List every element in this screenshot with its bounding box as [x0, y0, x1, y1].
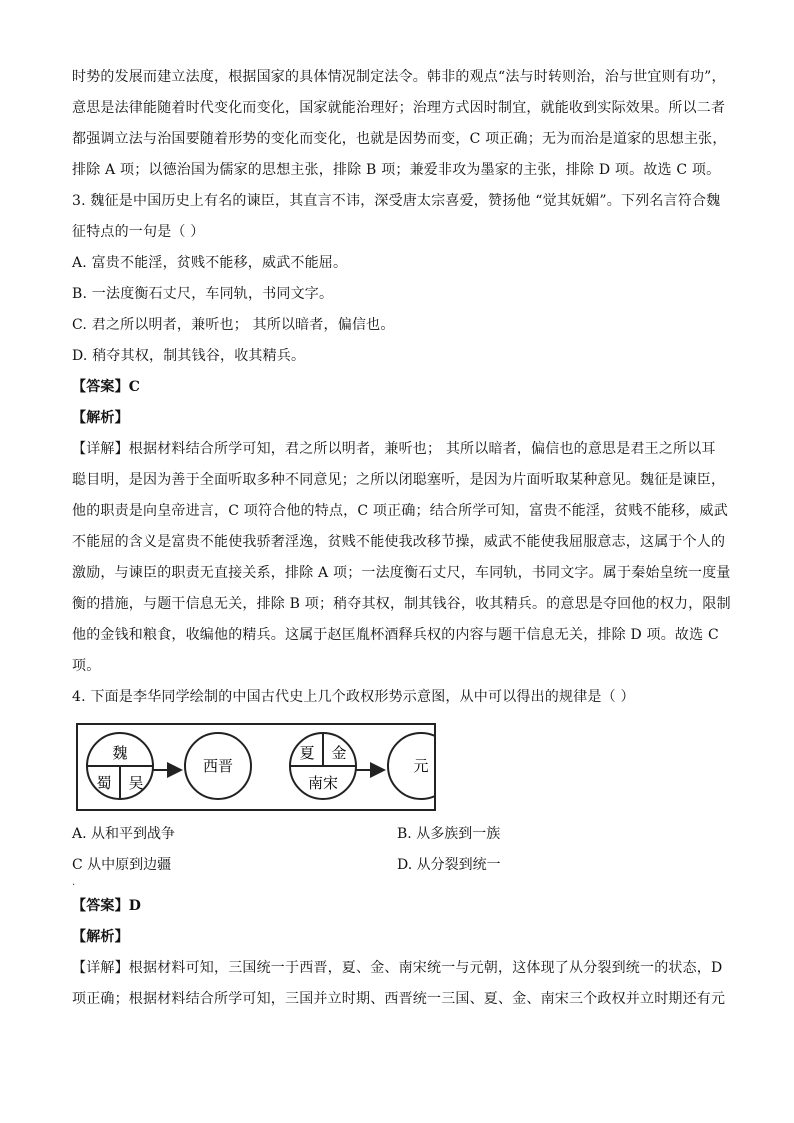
detail-line: 【详解】根据材料可知，三国统一于西晋，夏、金、南宋统一与元朝，这体现了从分裂到统一的状态，D: [72, 960, 723, 976]
detail-line: 衡的措施，与题干信息无关，排除 B 项；稍夺其权，制其钱谷，收其精兵。的意思是夺回他的权力，限制: [72, 596, 731, 612]
text-line: 排除 A 项；以德治国为儒家的思想主张，排除 B 项；兼爱非攻为墨家的主张，排除 D 项。故选 C 项。: [72, 162, 721, 178]
option-a: A. 富贵不能淫，贫贱不能移，威武不能屈。: [72, 255, 348, 271]
option-d: D. 从分裂到统一: [397, 857, 501, 873]
question-4: [72, 682, 732, 1015]
question-3: [72, 186, 732, 682]
options-row: [72, 850, 732, 881]
question-stem: 3. 魏征是中国历史上有名的谏臣，其直言不讳，深受唐太宗喜爱，赞扬他 “觉其妩媚”。下列名言符合魏: [72, 193, 721, 209]
question-stem: 征特点的一句是（ ）: [72, 224, 205, 240]
option-d: D. 稍夺其权，制其钱谷，收其精兵。: [72, 348, 306, 364]
regime-diagram: [76, 723, 436, 811]
label-shu: 蜀: [96, 774, 112, 792]
label-yuan: 元: [413, 757, 429, 775]
options-row: [72, 819, 732, 850]
text-line: 都强调立法与治国要随着形势的变化而变化，也就是因势而变，C 项正确；无为而治是道家的思想主张，: [72, 131, 727, 147]
document-page: [72, 62, 732, 1015]
detail-line: 激励，与谏臣的职责无直接关系，排除 A 项；一法度衡石丈尺，车同轨，书同文字。属于秦始皇统一度量: [72, 565, 731, 581]
answer-label: 【答案】C: [72, 379, 141, 395]
stray-mark: ·: [72, 880, 76, 891]
label-xia: 夏: [299, 744, 315, 762]
option-c: C 从中原到边疆: [72, 857, 172, 873]
detail-line: 【详解】根据材料结合所学可知，君之所以明者，兼听也； 其所以暗者，偏信也的意思是君王之所以耳: [72, 441, 716, 457]
text-line: 时势的发展而建立法度，根据国家的具体情况制定法令。韩非的观点“法与时转则治，治与世宜则有功”，: [72, 69, 726, 85]
text-line: 意思是法律能随着时代变化而变化，国家就能治理好；治理方式因时制宜，就能收到实际效果。所以二者: [72, 100, 726, 116]
detail-line: 他的职责是向皇帝进言，C 项符合他的特点，C 项正确；结合所学可知，富贵不能淫，贫贱不能移，威武: [72, 503, 728, 519]
option-b: B. 一法度衡石丈尺，车同轨，书同文字。: [72, 286, 334, 302]
answer-label: 【答案】D: [72, 898, 142, 914]
analysis-label: 【解析】: [72, 929, 129, 945]
option-a: A. 从和平到战争: [72, 826, 176, 842]
detail-line: 项。: [72, 658, 101, 674]
detail-line: 他的金钱和粮食，收编他的精兵。这属于赵匡胤杯酒释兵权的内容与题干信息无关，排除 D 项。故选 C: [72, 627, 719, 643]
question-stem: 4. 下面是李华同学绘制的中国古代史上几个政权形势示意图，从中可以得出的规律是（ ）: [72, 689, 635, 705]
label-jin: 金: [331, 744, 347, 762]
option-b: B. 从多族到一族: [397, 826, 501, 842]
label-wei: 魏: [112, 744, 128, 762]
detail-line: 不能屈的含义是富贵不能使我骄奢淫逸，贫贱不能使我改移节操，威武不能使我屈服意志，这属于个人的: [72, 534, 726, 550]
analysis-label: 【解析】: [72, 410, 129, 426]
detail-line: 项正确；根据材料结合所学可知，三国并立时期、西晋统一三国、夏、金、南宋三个政权并立时期还有元: [72, 991, 726, 1007]
label-western-jin: 西晋: [202, 757, 234, 775]
regime-diagram-svg: [78, 725, 434, 809]
label-wu: 吴: [128, 774, 144, 792]
option-c: C. 君之所以明者，兼听也； 其所以暗者，偏信也。: [72, 317, 395, 333]
label-southern-song: 南宋: [307, 774, 339, 792]
detail-line: 聪目明，是因为善于全面听取多种不同意见；之所以闭聪塞听，是因为片面听取某种意见。魏征是谏臣，: [72, 472, 726, 488]
